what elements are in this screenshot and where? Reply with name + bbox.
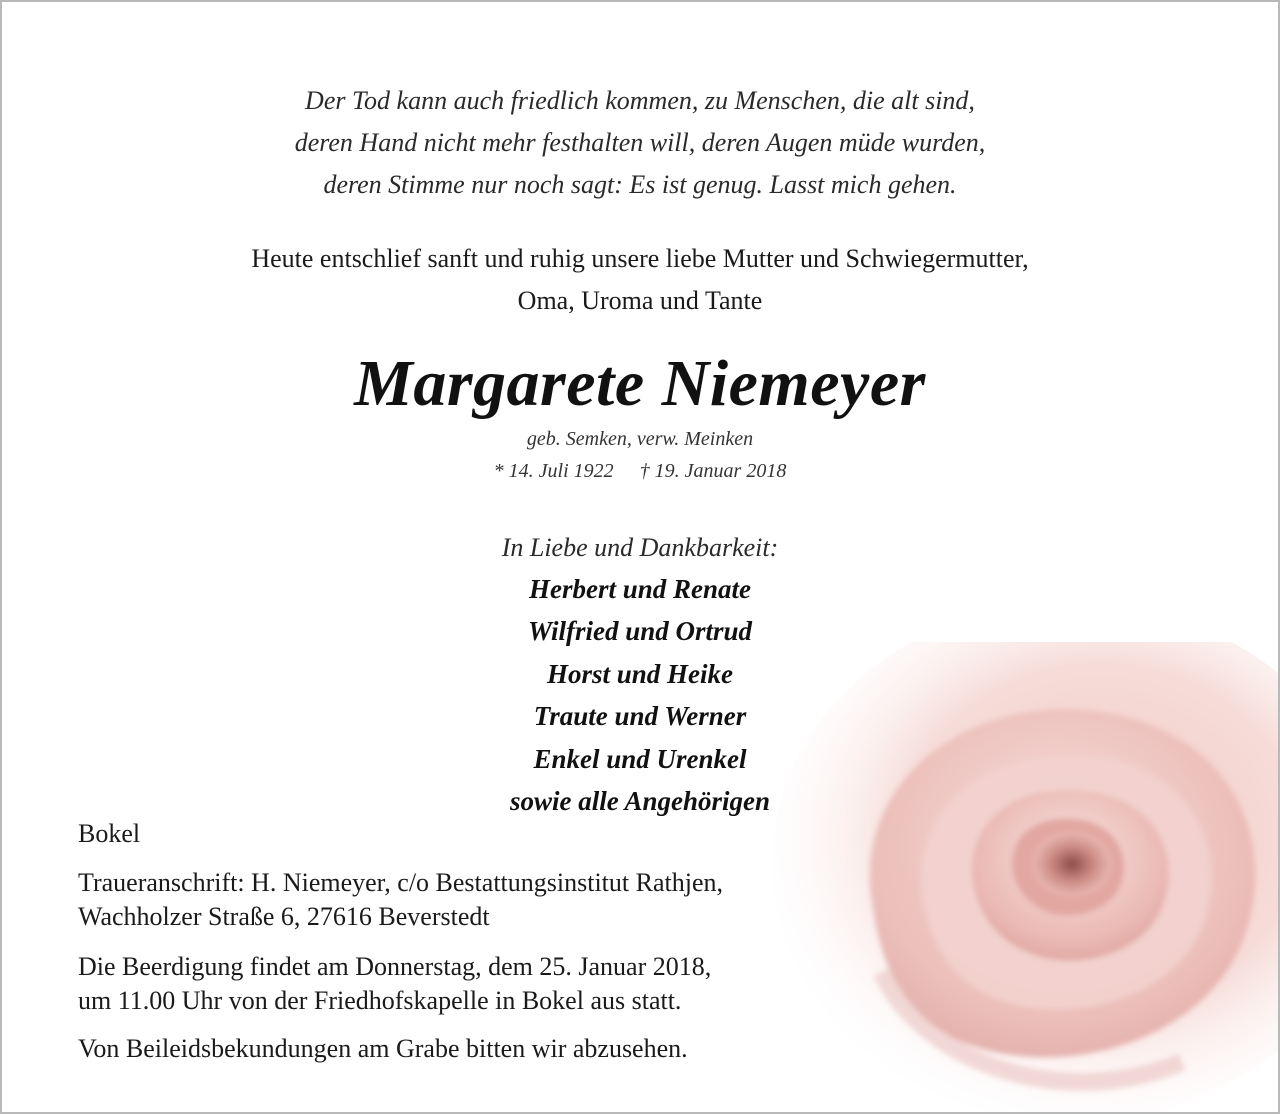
mourners-list — [2, 568, 1278, 822]
mourner-name: Traute und Werner — [533, 701, 747, 732]
birth-date: * 14. Juli 1922 — [493, 460, 614, 482]
funeral-line: Die Beerdigung findet am Donnerstag, dem 25. Januar 2018, — [78, 952, 712, 981]
funeral-info — [78, 950, 711, 1018]
deceased-name: Margarete Niemeyer — [354, 347, 926, 420]
mourner-name: Horst und Heike — [546, 658, 734, 689]
mourning-address — [78, 866, 723, 934]
poem-line: deren Stimme nur noch sagt: Es ist genug. Lasst mich gehen. — [323, 170, 957, 199]
maiden-name: geb. Semken, verw. Meinken — [526, 428, 754, 450]
address-line: Wachholzer Straße 6, 27616 Beverstedt — [78, 902, 490, 931]
mourner-name: Herbert und Renate — [528, 574, 751, 604]
poem-line: Der Tod kann auch friedlich kommen, zu Menschen, die alt sind, — [305, 86, 975, 115]
place-name: Bokel — [78, 819, 141, 848]
intro-text — [2, 238, 1278, 322]
mourner-name: Wilfried und Ortrud — [527, 616, 753, 647]
life-dates — [2, 456, 1278, 486]
poem-line: deren Hand nicht mehr festhalten will, deren Augen müde wurden, — [294, 128, 986, 157]
mourners-heading: In Liebe und Dankbarkeit: — [501, 533, 779, 562]
mourner-name: Enkel und Urenkel — [533, 743, 747, 774]
intro-line: Heute entschlief sanft und ruhig unsere liebe Mutter und Schwiegermutter, — [251, 244, 1029, 273]
address-line: Traueranschrift: H. Niemeyer, c/o Bestattungsinstitut Rathjen, — [78, 868, 723, 897]
intro-line: Oma, Uroma und Tante — [517, 286, 763, 315]
funeral-line: um 11.00 Uhr von der Friedhofskapelle in Bokel aus statt. — [78, 986, 682, 1015]
mourner-name: sowie alle Angehörigen — [509, 785, 771, 816]
death-date: † 19. Januar 2018 — [639, 460, 787, 482]
poem — [2, 80, 1278, 206]
condolence-note: Von Beileidsbekundungen am Grabe bitten wir abzusehen. — [78, 1034, 688, 1063]
